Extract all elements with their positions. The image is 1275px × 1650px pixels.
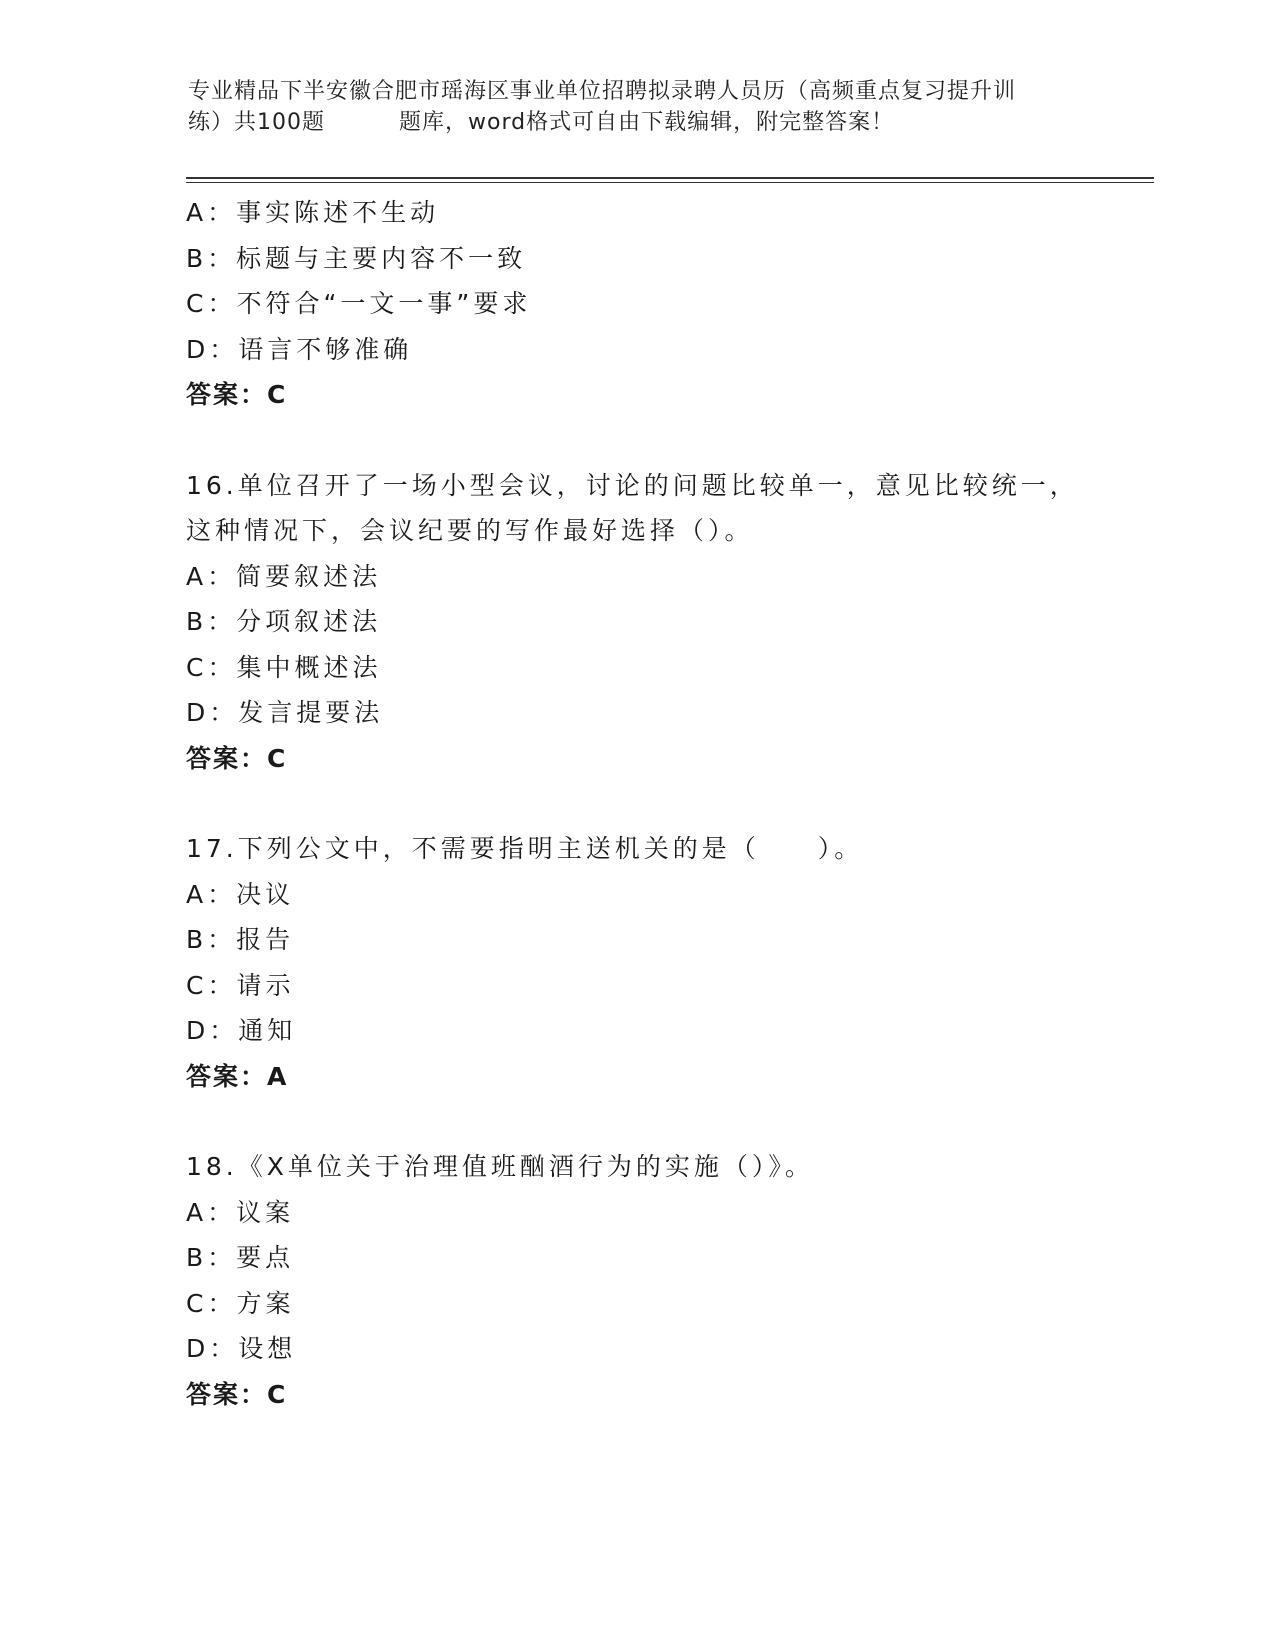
question-text-line-2: 这种情况下，会议纪要的写作最好选择（）。 [186, 516, 754, 545]
option-c: C：请示 [186, 970, 295, 1000]
option-d: D：设想 [186, 1334, 297, 1363]
answer: 答案：A [186, 1061, 289, 1091]
header-divider-thin [186, 182, 1154, 183]
option-c: C：不符合“一文一事”要求 [186, 289, 532, 318]
document-header [188, 76, 1088, 138]
option-d: D：通知 [186, 1016, 297, 1045]
answer: 答案：C [186, 743, 288, 773]
header-divider-thick [186, 177, 1154, 179]
option-b: B：报告 [186, 925, 295, 954]
header-title-line-2 [188, 107, 1088, 138]
option-c: C：集中概述法 [186, 652, 382, 682]
answer: 答案：C [186, 380, 288, 409]
header-title-line-1: 专业精品下半安徽合肥市瑶海区事业单位招聘拟录聘人员历（高频重点复习提升训 [188, 79, 1017, 104]
option-b: B：要点 [186, 1243, 295, 1272]
question-15 [186, 190, 1086, 418]
option-a: A：事实陈述不生动 [186, 198, 440, 227]
header-count: 练）共100题 [188, 110, 325, 135]
option-d: D：语言不够准确 [186, 334, 413, 364]
option-a: A：议案 [186, 1197, 295, 1227]
question-17 [186, 826, 1086, 1099]
question-list [186, 190, 1086, 1417]
option-a: A：简要叙述法 [186, 561, 382, 591]
question-text-line-1: 16.单位召开了一场小型会议，讨论的问题比较单一，意见比较统一， [186, 470, 1079, 500]
header-description: 题库，word格式可自由下载编辑，附完整答案！ [399, 110, 895, 135]
question-text: 18.《X单位关于治理值班酗酒行为的实施（）》。 [186, 1152, 814, 1181]
option-c: C：方案 [186, 1288, 295, 1318]
question-18 [186, 1144, 1086, 1417]
option-b: B：标题与主要内容不一致 [186, 243, 527, 273]
option-b: B：分项叙述法 [186, 607, 382, 636]
answer: 答案：C [186, 1379, 288, 1409]
option-a: A：决议 [186, 879, 295, 909]
option-d: D：发言提要法 [186, 698, 384, 727]
question-text: 17.下列公文中，不需要指明主送机关的是（ ）。 [186, 834, 864, 863]
question-16 [186, 463, 1086, 782]
